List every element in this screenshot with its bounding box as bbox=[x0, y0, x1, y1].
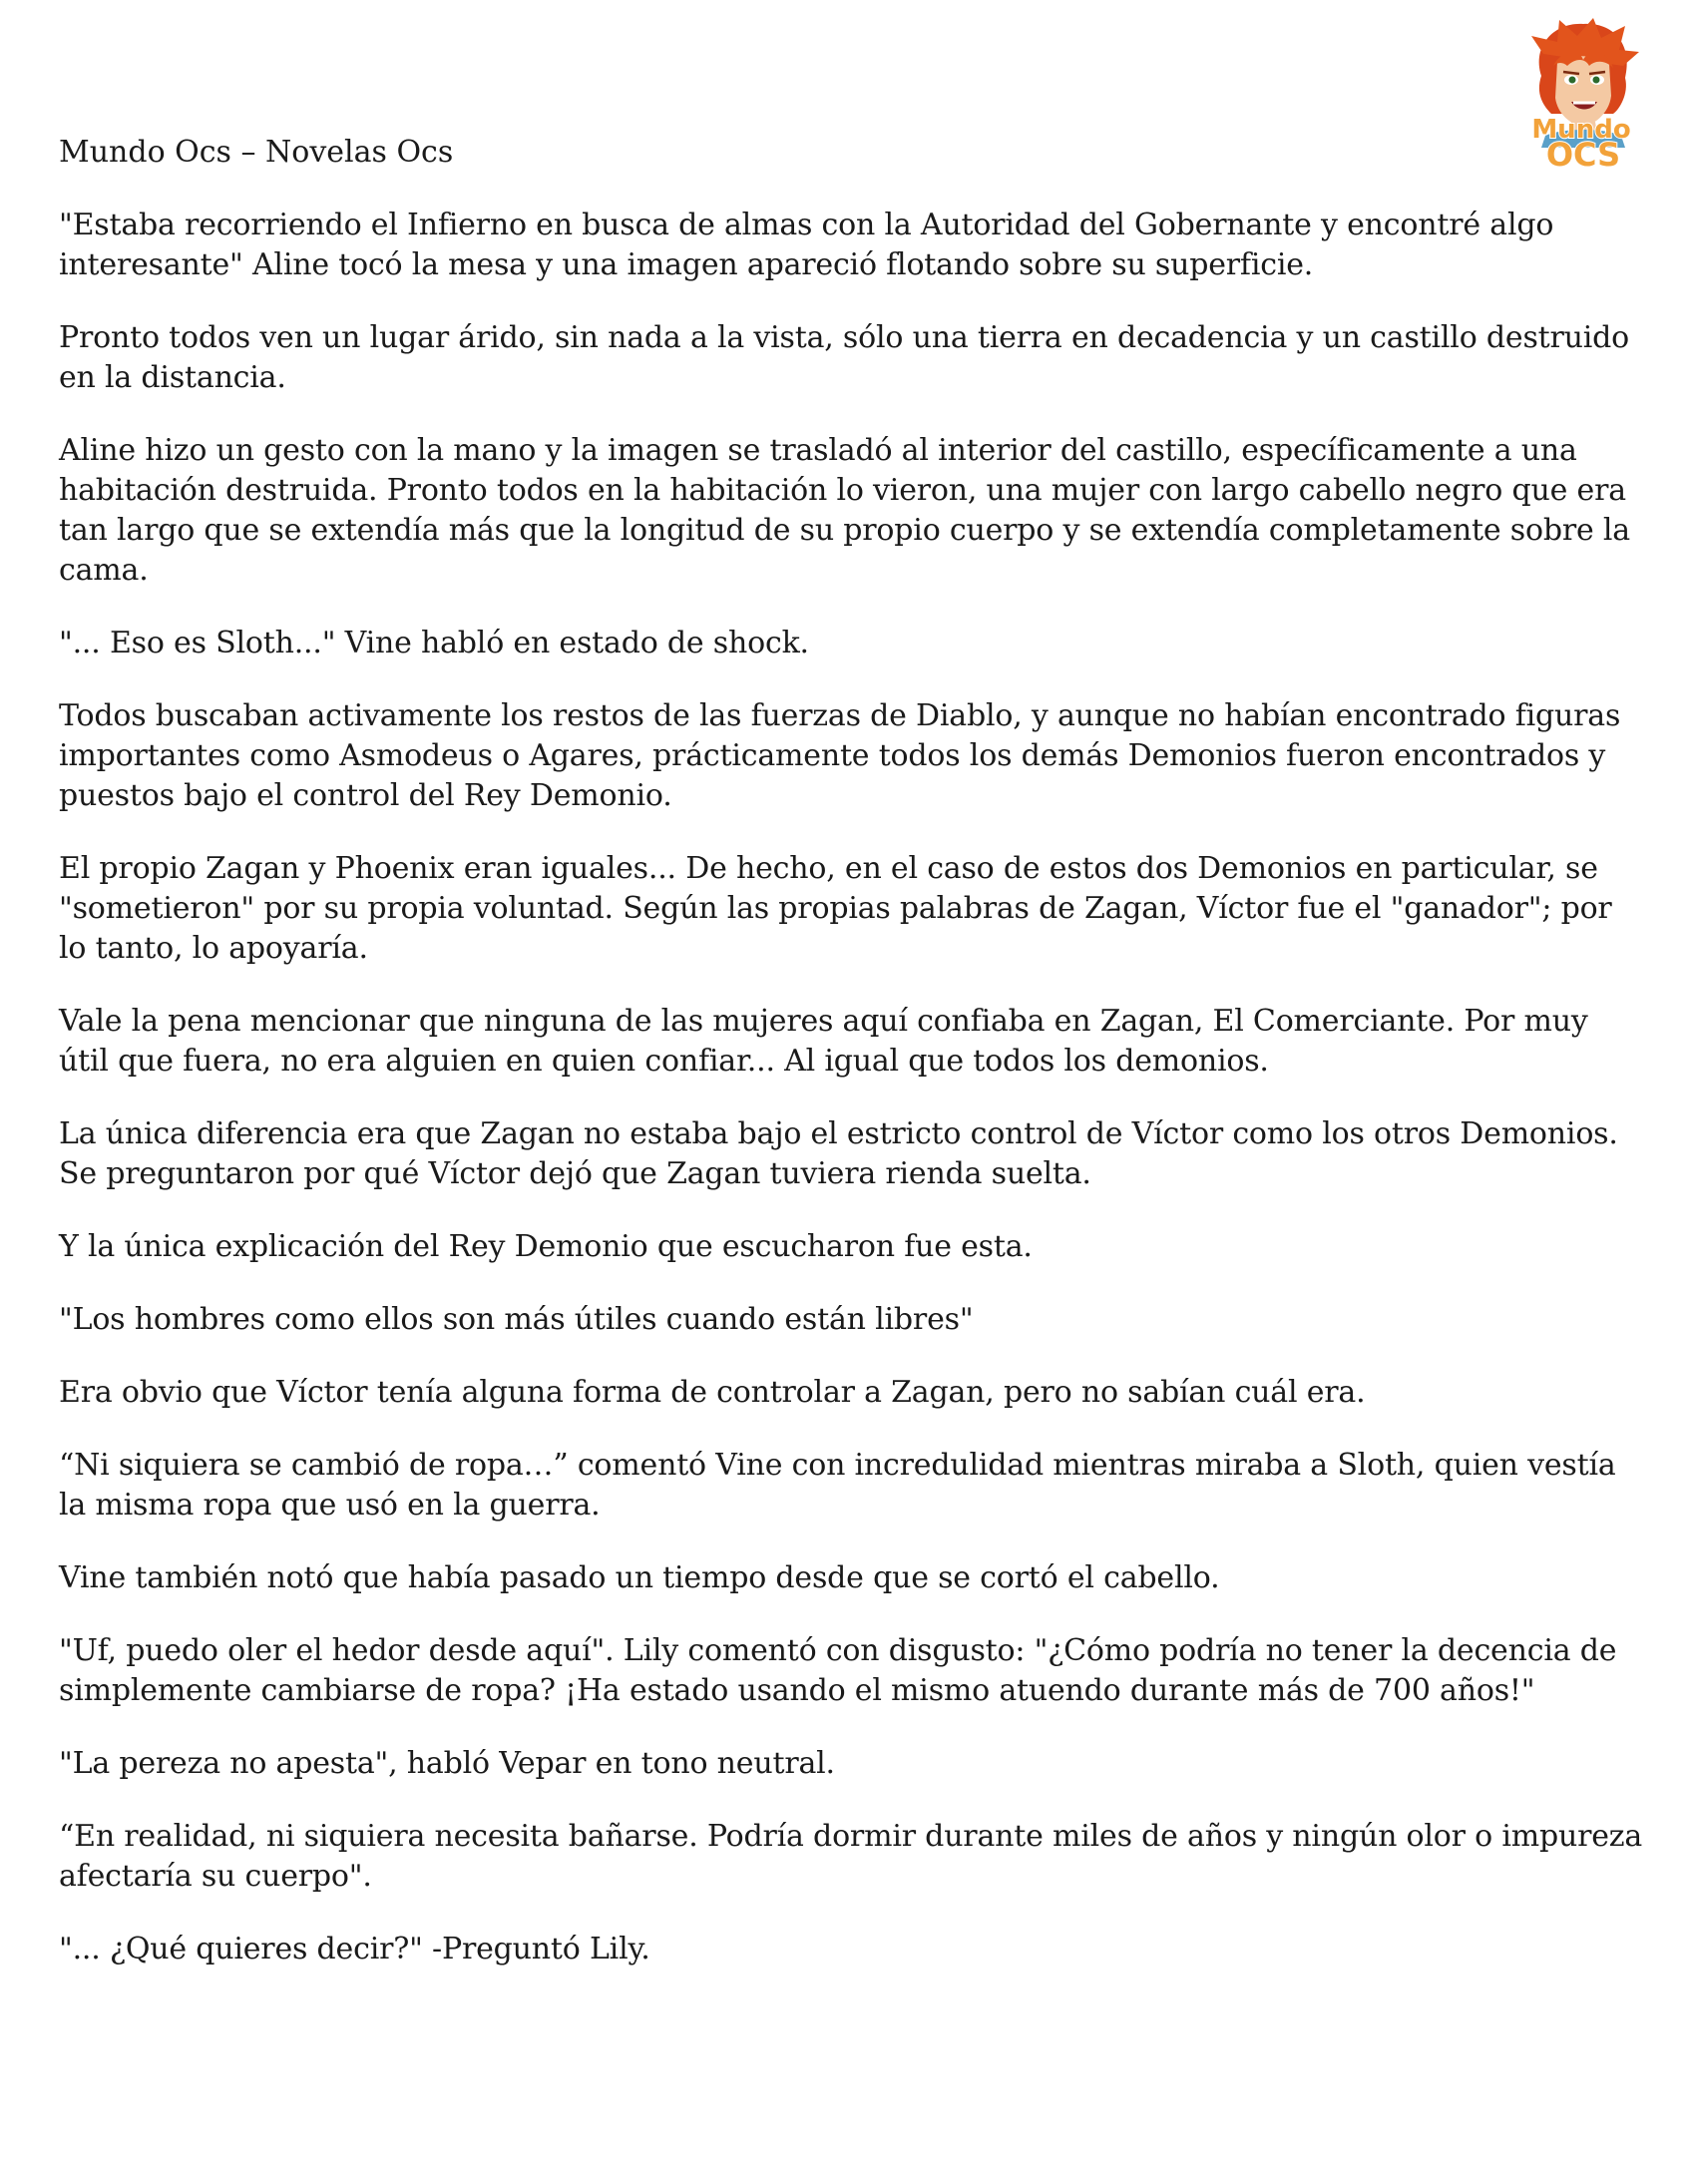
paragraph: Todos buscaban activamente los restos de las fuerzas de Diablo, y aunque no habían encontrado figuras importantes como Asmodeus o Agares, prácticamente todos los demás Demonios fueron encontrados y puestos bajo el control del Rey Demonio. bbox=[59, 698, 1621, 813]
paragraph: Era obvio que Víctor tenía alguna forma de controlar a Zagan, pero no sabían cuál era. bbox=[59, 1375, 1366, 1410]
paragraph: "... Eso es Sloth..." Vine habló en estado de shock. bbox=[59, 626, 809, 660]
paragraph: "La pereza no apesta", habló Vepar en tono neutral. bbox=[59, 1746, 835, 1781]
paragraph: Vale la pena mencionar que ninguna de las mujeres aquí confiaba en Zagan, El Comerciante. Por muy útil que fuera, no era alguien en quien confiar... Al igual que todos los demonios. bbox=[59, 1004, 1588, 1079]
paragraph: Pronto todos ven un lugar árido, sin nada a la vista, sólo una tierra en decadencia y un castillo destruido en la distancia. bbox=[59, 320, 1630, 395]
paragraph: “En realidad, ni siquiera necesita bañarse. Podría dormir durante miles de años y ningún olor o impureza afectaría su cuerpo". bbox=[59, 1819, 1643, 1894]
paragraph: "Estaba recorriendo el Infierno en busca de almas con la Autoridad del Gobernante y encontré algo interesante" Aline tocó la mesa y una imagen apareció flotando sobre su superficie. bbox=[59, 208, 1554, 282]
logo-text-bottom: OCS bbox=[1545, 136, 1621, 174]
paragraph: El propio Zagan y Phoenix eran iguales... De hecho, en el caso de estos dos Demonios en particular, se "sometieron" por su propia voluntad. Según las propias palabras de Zagan, Víctor fue el "ganador"; por lo tanto, lo apoyaría. bbox=[59, 851, 1612, 966]
paragraph: "Uf, puedo oler el hedor desde aquí". Lily comentó con disgusto: "¿Cómo podría no tener la decencia de simplemente cambiarse de ropa? ¡Ha estado usando el mismo atuendo durante más de 700 años!" bbox=[59, 1633, 1617, 1708]
paragraph: La única diferencia era que Zagan no estaba bajo el estricto control de Víctor como los otros Demonios. Se preguntaron por qué Víctor dejó que Zagan tuviera rienda suelta. bbox=[59, 1116, 1618, 1191]
paragraph: "Los hombres como ellos son más útiles cuando están libres" bbox=[59, 1302, 974, 1337]
paragraph: “Ni siquiera se cambió de ropa…” comentó Vine con incredulidad mientras miraba a Sloth, quien vestía la misma ropa que usó en la guerra. bbox=[59, 1448, 1616, 1523]
paragraph: Aline hizo un gesto con la mano y la imagen se trasladó al interior del castillo, específicamente a una habitación destruida. Pronto todos en la habitación lo vieron, una mujer con largo cabello negro que era tan largo que se extendía más que la longitud de su propio cuerpo y se extendía completamente sobre la cama. bbox=[59, 433, 1630, 588]
mundo-ocs-logo bbox=[1501, 14, 1661, 174]
logo-text-top: Mundo bbox=[1531, 115, 1631, 145]
mundo-ocs-logo-icon bbox=[1501, 14, 1661, 174]
paragraph: Vine también notó que había pasado un tiempo desde que se cortó el cabello. bbox=[59, 1560, 1220, 1595]
document-body bbox=[59, 206, 1645, 2002]
document-header: Mundo Ocs – Novelas Ocs bbox=[59, 135, 454, 170]
paragraph: "... ¿Qué quieres decir?" -Preguntó Lily. bbox=[59, 1932, 650, 1966]
paragraph: Y la única explicación del Rey Demonio que escucharon fue esta. bbox=[59, 1229, 1033, 1264]
